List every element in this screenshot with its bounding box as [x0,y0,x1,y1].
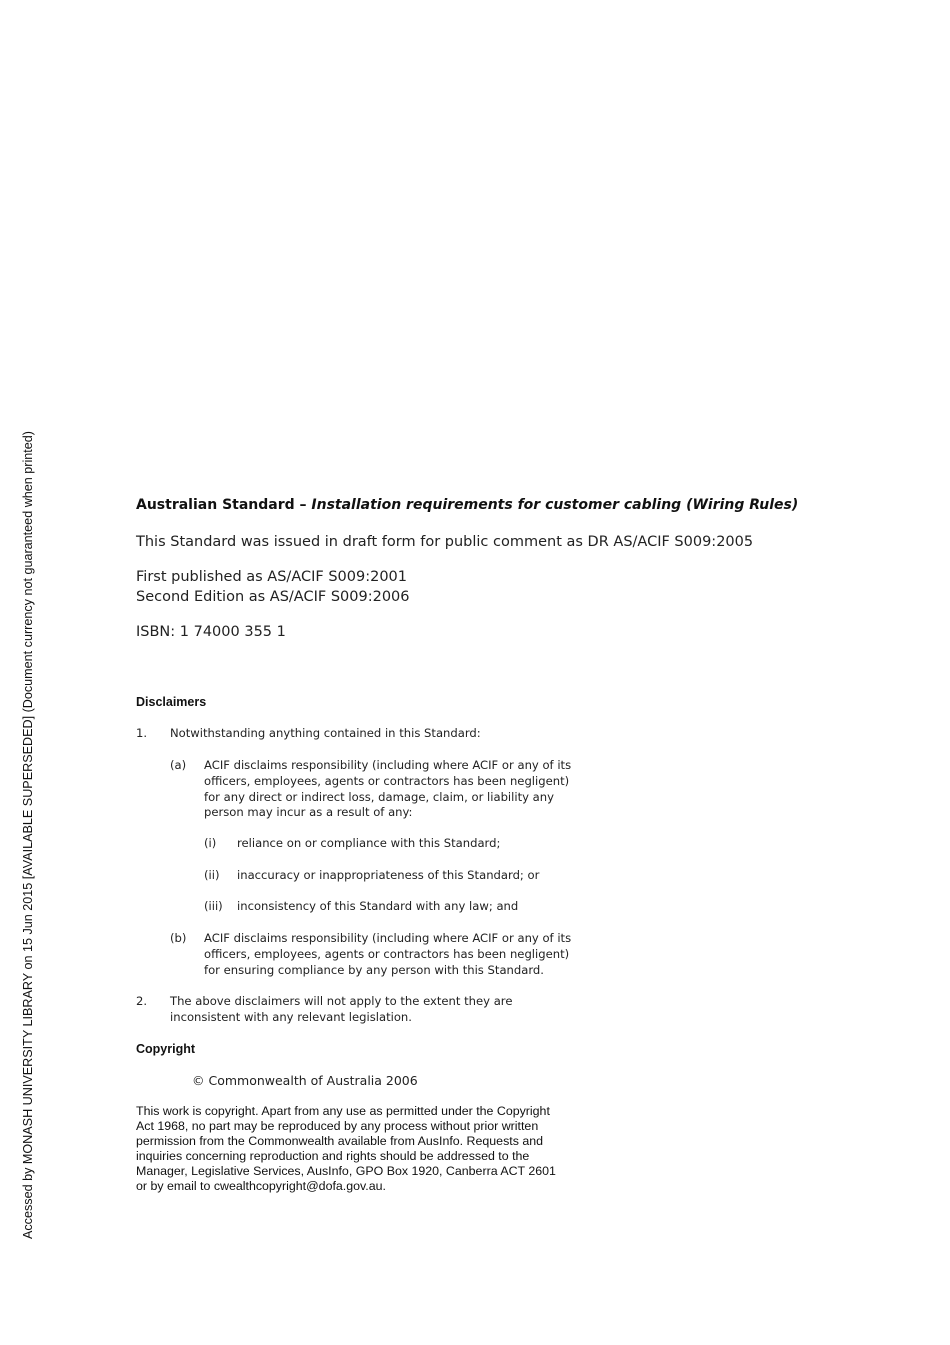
access-watermark: Accessed by MONASH UNIVERSITY LIBRARY on 15 Jun 2015 [AVAILABLE SUPERSEDED] (Document currency not guaranteed when printed) [21,430,35,1240]
second-edition: Second Edition as AS/ACIF S009:2006 [136,589,410,605]
sub-ii-text: inaccuracy or inappropriateness of this Standard; or [237,868,540,882]
title-italic: Installation requirements for customer cabling (Wiring Rules) [311,497,799,513]
item-2-text [170,994,512,1026]
title-prefix: Australian Standard – [136,497,312,513]
item-2-line: inconsistent with any relevant legislation. [170,1009,412,1024]
copyright-notice: © Commonwealth of Australia 2006 [192,1073,418,1088]
item-a-label: (a) [170,758,187,772]
disclaimers-heading: Disclaimers [136,695,207,709]
first-published: First published as AS/ACIF S009:2001 [136,569,407,585]
sub-i-label: (i) [204,836,217,850]
sub-iii-label: (iii) [204,899,223,913]
item-2-line: The above disclaimers will not apply to the extent they are [170,994,513,1008]
copyright-line: Act 1968, no part may be reproduced by any process without prior written [136,1118,539,1133]
copyright-heading: Copyright [136,1042,196,1056]
item-1-text: Notwithstanding anything contained in this Standard: [170,726,481,740]
issued-note: This Standard was issued in draft form for public comment as DR AS/ACIF S009:2005 [136,534,754,550]
item-a-line: person may incur as a result of any: [204,805,413,820]
isbn: ISBN: 1 74000 355 1 [136,624,286,640]
copyright-body [136,1104,596,1193]
copyright-line: This work is copyright. Apart from any use as permitted under the Copyright [136,1104,550,1118]
item-a-line: ACIF disclaims responsibility (including where ACIF or any of its [204,758,572,772]
copyright-line: permission from the Commonwealth available from AusInfo. Requests and [136,1133,544,1148]
item-b-label: (b) [170,931,187,945]
sub-ii-label: (ii) [204,868,220,882]
copyright-line: inquiries concerning reproduction and rights should be addressed to the [136,1148,530,1163]
copyright-line: or by email to cwealthcopyright@dofa.gov.au. [136,1178,386,1193]
item-b-text [204,931,571,978]
item-a-line: for any direct or indirect loss, damage, claim, or liability any [204,789,554,804]
item-b-line: ACIF disclaims responsibility (including where ACIF or any of its [204,931,572,945]
item-a-line: officers, employees, agents or contractors has been negligent) [204,773,570,788]
sub-iii-text: inconsistency of this Standard with any law; and [237,899,519,913]
item-2-number: 2. [136,994,148,1008]
standard-title [136,497,798,513]
item-1-number: 1. [136,726,148,740]
item-b-line: for ensuring compliance by any person with this Standard. [204,962,544,977]
item-a-text [204,758,571,821]
copyright-line: Manager, Legislative Services, AusInfo, GPO Box 1920, Canberra ACT 2601 [136,1163,556,1178]
item-b-line: officers, employees, agents or contractors has been negligent) [204,946,570,961]
sub-i-text: reliance on or compliance with this Standard; [237,836,501,850]
